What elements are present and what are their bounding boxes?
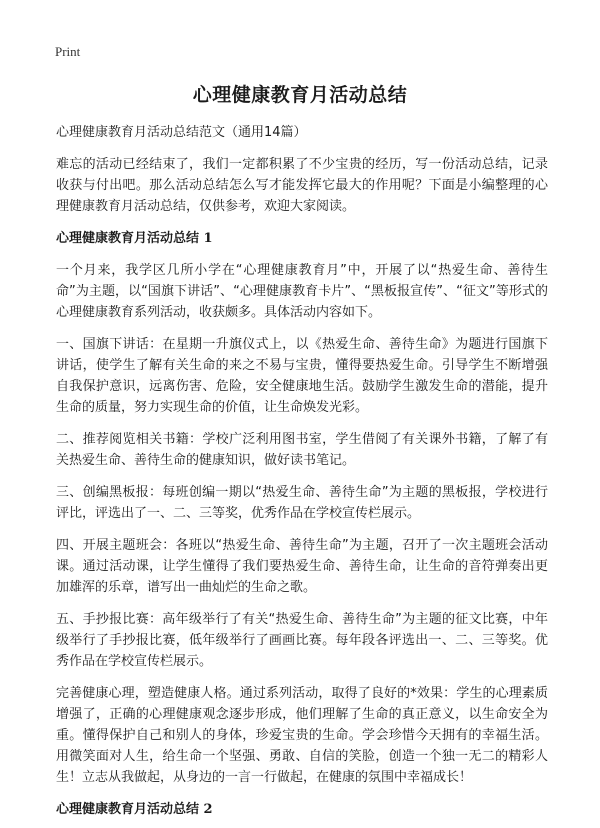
section1-paragraph-7: 完善健康心理，塑造健康人格。通过系列活动，取得了良好的*效果：学生的心理素质增强了，正确的心理健康观念逐步形成，他们理解了生命的真正意义，以生命安全为重。懂得保护自己和别人的身体，珍爱宝贵的生命。学会珍惜今天拥有的幸福生活。用微笑面对人生，给生命一个坚强、勇敢、自信的笑脸，创造一个独一无二的精彩人生！立志从我做起，从身边的一言一行做起，在健康的氛围中幸福成长！ [56, 686, 548, 785]
section1-paragraph-2: 一、国旗下讲话：在星期一升旗仪式上，以《热爱生命、善待生命》为题进行国旗下讲话，使学生了解有关生命的来之不易与宝贵，懂得要热爱生命。引导学生不断增强自我保护意识，远离伤害、危险，安全健康地生活。鼓励学生激发生命的潜能，提升生命的质量，努力实现生命的价值，让生命焕发光彩。 [56, 337, 548, 415]
section1-paragraph-5: 四、开展主题班会：各班以“热爱生命、善待生命”为主题，召开了一次主题班会活动课。通过活动课，让学生懂得了我们要热爱生命、善待生命，让生命的音符弹奏出更加雄浑的乐章，谱写出一曲灿烂的生命之歌。 [56, 538, 548, 595]
section-heading-2: 心理健康教育月活动总结 2 [56, 802, 213, 817]
document-body [56, 122, 548, 828]
section-heading-1: 心理健康教育月活动总结 1 [56, 231, 213, 246]
document-subtitle: 心理健康教育月活动总结范文（通用14篇） [56, 125, 307, 140]
section1-paragraph-1: 一个月来，我学区几所小学在“心理健康教育月”中，开展了以“热爱生命、善待生命”为主题，以“国旗下讲话”、“心理健康教育卡片”、“黑板报宣传”、“征文”等形式的心理健康教育系列活动，收获颇多。具体活动内容如下。 [56, 263, 548, 320]
page-title: 心理健康教育月活动总结 [192, 84, 408, 106]
print-link[interactable]: Print [55, 44, 81, 59]
intro-paragraph: 难忘的活动已经结束了，我们一定都积累了不少宝贵的经历，写一份活动总结，记录收获与付出吧。那么活动总结怎么写才能发挥它最大的作用呢？下面是小编整理的心理健康教育月活动总结，仅供参考，欢迎大家阅读。 [56, 157, 548, 214]
section1-paragraph-6: 五、手抄报比赛：高年级举行了有关“热爱生命、善待生命”为主题的征文比赛，中年级举行了手抄报比赛，低年级举行了画画比赛。每年段各评选出一、二、三等奖。优秀作品在学校宣传栏展示。 [56, 612, 548, 669]
section1-paragraph-3: 二、推荐阅览相关书籍：学校广泛利用图书室，学生借阅了有关课外书籍，了解了有关热爱生命、善待生命的健康知识，做好读书笔记。 [56, 432, 548, 468]
section1-paragraph-4: 三、创编黑板报：每班创编一期以“热爱生命、善待生命”为主题的黑板报，学校进行评比，评选出了一、二、三等奖，优秀作品在学校宣传栏展示。 [56, 485, 548, 521]
